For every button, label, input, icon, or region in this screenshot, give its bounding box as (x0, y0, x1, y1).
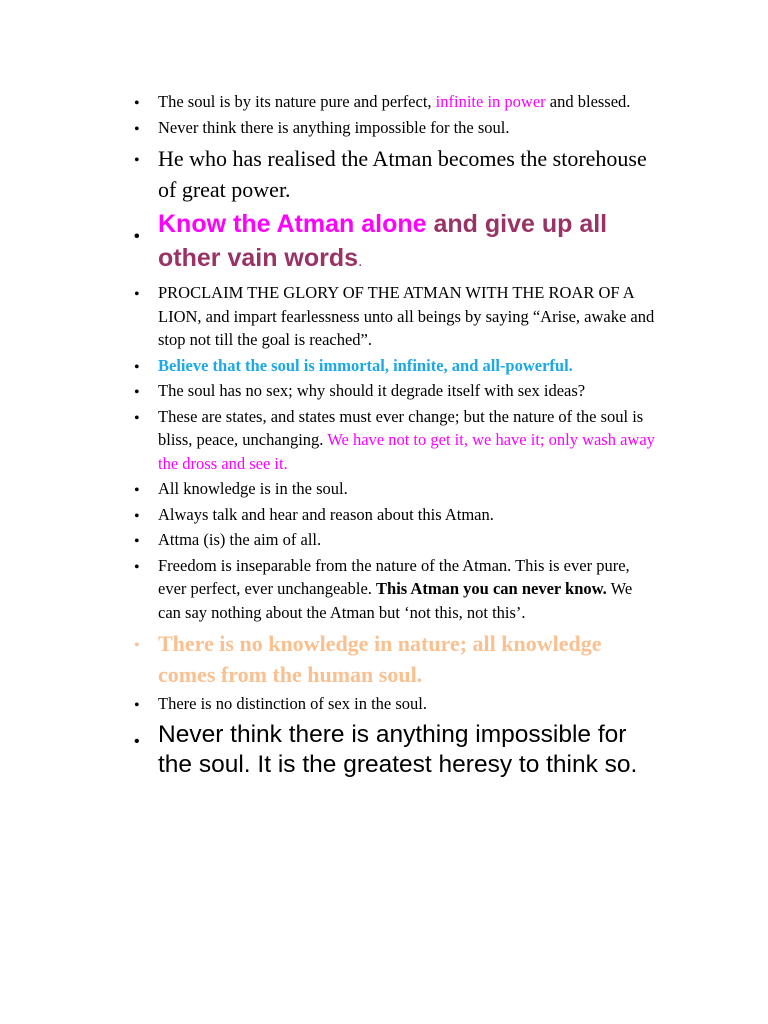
list-item (0, 143, 768, 205)
quote-text: The soul is by its nature pure and perfect, (158, 92, 436, 111)
quote-text: and blessed. (545, 92, 631, 111)
quote-highlight: infinite in power (435, 92, 546, 111)
list-item (0, 692, 768, 716)
bullet-icon: • (134, 732, 140, 750)
quote-text: Freedom is inseparable from the nature of the Atman. This is ever pure, ever perfect, ever unchangeable. (158, 555, 630, 598)
bullet-icon: • (134, 637, 140, 654)
bullet-icon: • (134, 482, 140, 499)
quote-highlight: This Atman you can never know. (376, 579, 607, 598)
quote-text: We can say nothing about the Atman but ‘not this, not this’. (158, 579, 633, 622)
quote-text: These are states, and states must ever change; but the nature of the soul is bliss, peace, unchanging. (158, 406, 644, 449)
list-item (0, 207, 768, 279)
bullet-icon: • (134, 697, 140, 714)
quote-text: All knowledge is in the soul. (158, 479, 348, 498)
quote-text: Attma (is) the aim of all. (158, 530, 322, 549)
bullet-icon: • (134, 533, 140, 550)
quote-text: Never think there is anything impossible for the soul. It is the greatest heresy to think so. (158, 720, 638, 778)
list-item (0, 720, 768, 780)
list-item (0, 628, 768, 690)
bullet-icon: • (134, 152, 140, 169)
quote-highlight: Believe that the soul is immortal, infinite, and all-powerful. (158, 355, 573, 375)
list-item (0, 354, 768, 378)
bullet-icon: • (134, 409, 140, 427)
list-item (0, 477, 768, 501)
bullet-icon: • (134, 120, 140, 138)
bullet-icon: • (134, 384, 140, 401)
bullet-icon: • (134, 95, 140, 112)
list-item (0, 379, 768, 403)
quote-text: PROCLAIM THE GLORY OF THE ATMAN WITH THE ROAR OF A LION, and impart fearlessness unto all beings by saying “Arise, awake and stop not till the goal is reached”. (158, 283, 655, 349)
list-item (0, 554, 768, 625)
quote-text: Never think there is anything impossible for the soul. (158, 117, 510, 137)
bullet-icon: • (134, 286, 140, 303)
quote-highlight: There is no knowledge in nature; all knowledge comes from the human soul. (158, 631, 602, 687)
quote-text: Always talk and hear and reason about this Atman. (158, 504, 494, 524)
list-item (0, 503, 768, 527)
bullet-icon: • (134, 228, 140, 245)
quote-highlight: Know the Atman alone (158, 210, 427, 238)
list-item (0, 116, 768, 140)
quote-list (0, 90, 768, 780)
quote-highlight: We have not to get it, we have it; only wash away the dross and see it. (158, 430, 655, 473)
bullet-icon: • (134, 358, 140, 376)
quote-text: He who has realised the Atman becomes the storehouse of great power. (158, 146, 647, 202)
quote-text: There is no distinction of sex in the soul. (158, 694, 428, 713)
quote-text: . (358, 253, 363, 270)
bullet-icon: • (134, 507, 140, 525)
quote-highlight: and give up all other vain words (158, 210, 608, 272)
list-item (0, 405, 768, 476)
bullet-icon: • (134, 558, 140, 576)
list-item (0, 528, 768, 552)
quote-text: The soul has no sex; why should it degrade itself with sex ideas? (158, 381, 586, 400)
list-item (0, 281, 768, 352)
list-item (0, 90, 768, 114)
